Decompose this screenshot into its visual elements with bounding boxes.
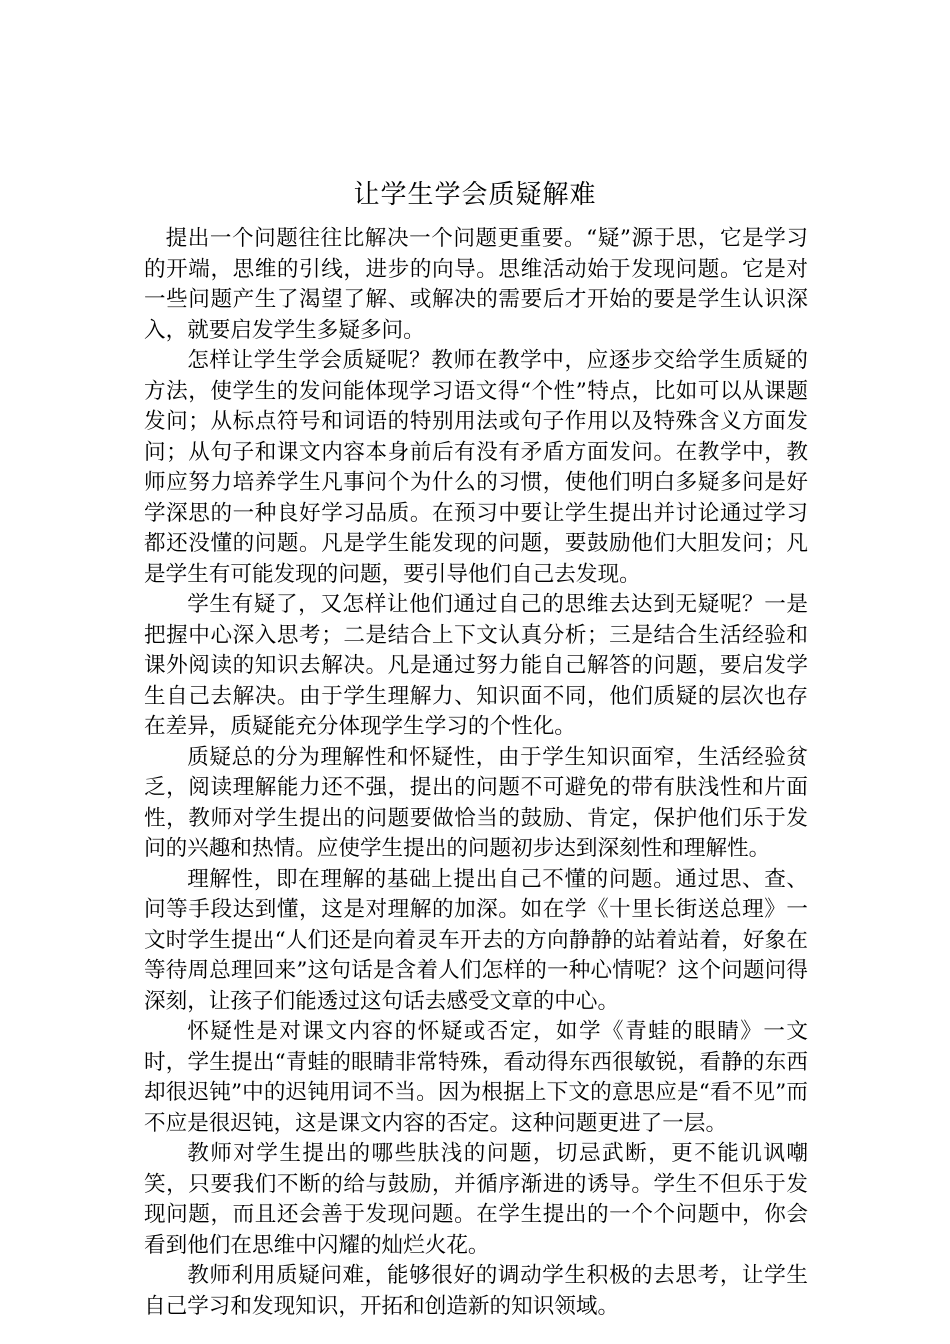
paragraph-3: 学生有疑了，又怎样让他们通过自己的思维去达到无疑呢？一是把握中心深入思考；二是结合上下文认真分析；三是结合生活经验和课外阅读的知识去解决。凡是通过努力能自己解答的问题，要启发学生自己去解决。由于学生理解力、知识面不同，他们质疑的层次也存在差异，质疑能充分体现学生学习的个性化。 <box>144 592 808 739</box>
paragraph-5: 理解性，即在理解的基础上提出自己不懂的问题。通过思、查、问等手段达到懂，这是对理解的加深。如在学《十里长街送总理》一文时学生提出“人们还是向着灵车开去的方向静静的站着站着，好象在等待周总理回来”这句话是含着人们怎样的一种心情呢？这个问题问得深刻，让孩子们能透过这句话去感受文章的中心。 <box>144 866 808 1014</box>
paragraph-1: 提出一个问题往往比解决一个问题更重要。“疑”源于思，它是学习的开端，思维的引线，进步的向导。思维活动始于发现问题。它是对一些问题产生了渴望了解、或解决的需要后才开始的要是学生认识深入，就要启发学生多疑多问。 <box>144 226 808 343</box>
paragraph-2: 怎样让学生学会质疑呢？教师在教学中，应逐步交给学生质疑的方法，使学生的发问能体现学习语文得“个性”特点，比如可以从课题发问；从标点符号和词语的特别用法或句子作用以及特殊含义方面发问；从句子和课文内容本身前后有没有矛盾方面发问。在教学中，教师应努力培养学生凡事问个为什么的习惯，使他们明白多疑多问是好学深思的一种良好学习品质。在预习中要让学生提出并讨论通过学习都还没懂的问题。凡是学生能发现的问题，要鼓励他们大胆发问；凡是学生有可能发现的问题，要引导他们自己去发现。 <box>144 348 808 587</box>
paragraph-6: 怀疑性是对课文内容的怀疑或否定，如学《青蛙的眼睛》一文时，学生提出“青蛙的眼睛非常特殊，看动得东西很敏锐，看静的东西却很迟钝”中的迟钝用词不当。因为根据上下文的意思应是“看不见”而不应是很迟钝，这是课文内容的否定。这种问题更进了一层。 <box>144 1019 808 1136</box>
document-body <box>144 224 808 1322</box>
paragraph-8: 教师利用质疑问难，能够很好的调动学生积极的去思考，让学生自己学习和发现知识，开拓和创造新的知识领域。 <box>144 1263 808 1319</box>
document-title: 让学生学会质疑解难 <box>353 180 597 210</box>
paragraph-7: 教师对学生提出的哪些肤浅的问题，切忌武断，更不能讥讽嘲笑，只要我们不断的给与鼓励，并循序渐进的诱导。学生不但乐于发现问题，而且还会善于发现问题。在学生提出的一个个问题中，你会看到他们在思维中闪耀的灿烂火花。 <box>144 1141 808 1258</box>
paragraph-4: 质疑总的分为理解性和怀疑性，由于学生知识面窄，生活经验贫乏，阅读理解能力还不强，提出的问题不可避免的带有肤浅性和片面性，教师对学生提出的问题要做恰当的鼓励、肯定，保护他们乐于发问的兴趣和热情。应使学生提出的问题初步达到深刻性和理解性。 <box>144 744 808 861</box>
